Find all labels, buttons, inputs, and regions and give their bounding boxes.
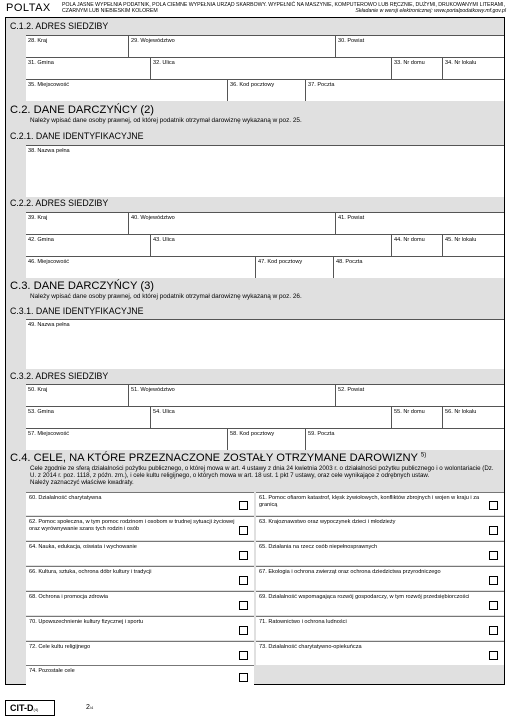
checkbox-67[interactable] [489,576,498,585]
field-56[interactable]: 56. Nr lokalu [442,407,504,428]
section-c31-title: C.3.1. DANE IDENTYFIKACYJNE [10,306,144,316]
section-c4-title [10,452,500,464]
purpose-70-label: 70. Upowszechnienie kultury fizycznej i sportu [29,619,144,625]
field-45[interactable]: 45. Nr lokalu [442,235,504,256]
c32-row2 [26,406,504,428]
checkbox-60[interactable] [239,501,248,510]
section-c4-note-text: Cele zgodnie ze sferą działalności pożytku publicznego, o której mowa w art. 4 ustawy z dnia 24 kwietnia 2003 r. o działalności pożytku publicznego i o wolontariacie (Dz. U. z 2014 r. poz. 1118, z późn. zm.), i cele kultu religijnego, o których mowa w art. 18 ust. 1 pkt 7 ustawy, oraz cele wynikające z odrębnych ustaw. [30,465,494,479]
c12-row2 [26,57,504,79]
purpose-72-label: 72. Cele kultu religijnego [29,644,91,650]
purpose-71-label: 71. Ratownictwo i ochrona ludności [259,619,347,625]
section-c22-title: C.2.2. ADRES SIEDZIBY [10,198,109,208]
field-59[interactable]: 59. Poczta [305,429,504,450]
purpose-61[interactable] [256,492,504,515]
field-55[interactable]: 55. Nr domu [391,407,442,428]
purpose-63[interactable] [256,516,504,540]
field-53[interactable]: 53. Gmina [28,409,54,415]
section-c2-note: Należy wpisać dane osoby prawnej, od której podatnik otrzymał darowiznę wykazaną w poz. 25. [30,117,302,124]
field-41[interactable]: 41. Powiat [335,213,504,234]
checkbox-61[interactable] [489,501,498,510]
field-38[interactable]: 38. Nazwa pełna [28,148,70,154]
purpose-69[interactable] [256,591,504,615]
form-sheet [5,17,505,685]
checkbox-66[interactable] [239,576,248,585]
field-33[interactable]: 33. Nr domu [391,58,442,79]
c22-row1 [26,212,504,234]
field-34[interactable]: 34. Nr lokalu [442,58,504,79]
purpose-62[interactable] [26,516,254,540]
purpose-69-label: 69. Działalność wspomagająca rozwój gospodarczy, w tym rozwój przedsiębiorczości [259,594,470,600]
page-number [86,704,93,711]
fill-instructions [62,2,506,15]
section-c4-title-text: C.4. CELE, NA KTÓRE PRZEZNACZONE ZOSTAŁY OTRZYMANE DAROWIZNY [10,452,418,464]
field-44[interactable]: 44. Nr domu [391,235,442,256]
field-29[interactable]: 29. Województwo [128,36,335,57]
checkbox-72[interactable] [239,651,248,660]
field-31[interactable]: 31. Gmina [28,60,54,66]
c21-row [26,145,504,197]
field-52[interactable]: 52. Powiat [335,385,504,406]
field-54[interactable]: 54. Ulica [150,407,391,428]
purpose-61-label: 61. Pomoc ofiarom katastrof, klęsk żywiołowych, konfliktów zbrojnych i wojen w kraju i za granicą [259,495,480,508]
field-50[interactable]: 50. Kraj [28,387,48,393]
c22-row2 [26,234,504,256]
purpose-67[interactable] [256,566,504,590]
instruction-text: POLA JASNE WYPEŁNIA PODATNIK, POLA CIEMNE WYPEŁNIA URZĄD SKARBOWY. WYPEŁNIĆ NA MASZYNIE, KOMPUTEROWO LUB RĘCZNIE, DUŻYMI, DRUKOWANYMI LITERAMI, CZARNYM LUB NIEBIESKIM KOLOREM [62,2,505,15]
c12-row1 [26,35,504,57]
c31-row [26,319,504,369]
purpose-74[interactable] [26,665,254,685]
checkbox-69[interactable] [489,601,498,610]
checkbox-62[interactable] [239,526,248,535]
purpose-62-label: 62. Pomoc społeczna, w tym pomoc rodzinom i osobom w trudnej sytuacji życiowej oraz wyrównywanie szans tych rodzin i osób [29,519,235,532]
field-39[interactable]: 39. Kraj [28,215,48,221]
field-47[interactable]: 47. Kod pocztowy [255,257,333,278]
field-37[interactable]: 37. Poczta [305,80,504,101]
purpose-72[interactable] [26,641,254,665]
purpose-68-label: 68. Ochrona i promocja zdrowia [29,594,108,600]
page-total: /4 [89,705,94,710]
purpose-74-label: 74. Pozostałe cele [29,668,75,674]
section-c21-title: C.2.1. DANE IDENTYFIKACYJNE [10,131,144,141]
checkbox-63[interactable] [489,526,498,535]
checkbox-64[interactable] [239,551,248,560]
purpose-65-label: 65. Działania na rzecz osób niepełnosprawnych [259,544,378,550]
section-c4-footnote: 5) [420,452,427,459]
purpose-73-label: 73. Działalność charytatywno-opiekuńcza [259,644,362,650]
c32-row1 [26,384,504,406]
section-c3-title: C.3. DANE DARCZYŃCY (3) [10,280,155,292]
purpose-68[interactable] [26,591,254,615]
purpose-65[interactable] [256,541,504,565]
field-36[interactable]: 36. Kod pocztowy [227,80,305,101]
form-system-label: POLTAX [6,2,51,14]
purpose-66[interactable] [26,566,254,590]
section-c4-note [30,465,500,486]
purpose-71[interactable] [256,616,504,640]
field-35[interactable]: 35. Miejscowość [28,82,70,88]
checkbox-68[interactable] [239,601,248,610]
purpose-66-label: 66. Kultura, sztuka, ochrona dóbr kultury i tradycji [29,569,152,575]
purpose-60-label: 60. Działalność charytatywna [29,495,102,501]
c12-row3 [26,79,504,101]
checkbox-73[interactable] [489,651,498,660]
field-30[interactable]: 30. Powiat [335,36,504,57]
purpose-70[interactable] [26,616,254,640]
section-c32-title: C.3.2. ADRES SIEDZIBY [10,371,109,381]
purpose-64-label: 64. Nauka, edukacja, oświata i wychowanie [29,544,137,550]
purpose-73[interactable] [256,641,504,665]
checkbox-74[interactable] [239,673,248,682]
purpose-67-label: 67. Ekologia i ochrona zwierząt oraz ochrona dziedzictwa przyrodniczego [259,569,441,575]
field-49[interactable]: 49. Nazwa pełna [28,322,70,328]
field-48[interactable]: 48. Poczta [333,257,504,278]
purposes-grid [26,492,504,670]
field-51[interactable]: 51. Województwo [128,385,335,406]
form-code: CIT-D [10,703,34,713]
field-28[interactable]: 28. Kraj [28,38,48,44]
purpose-64[interactable] [26,541,254,565]
section-c4-note-check: Należy zaznaczyć właściwe kwadraty. [30,479,134,486]
section-c3-note: Należy wpisać dane osoby prawnej, od której podatnik otrzymał darowiznę wykazaną w poz. 26. [30,293,302,300]
c32-row3 [26,428,504,450]
purpose-60[interactable] [26,492,254,515]
form-version: (4) [33,707,39,712]
field-42[interactable]: 42. Gmina [28,237,54,243]
checkbox-65[interactable] [489,551,498,560]
field-46[interactable]: 46. Miejscowość [28,259,70,265]
section-c2-title: C.2. DANE DARCZYŃCY (2) [10,104,155,116]
purpose-63-label: 63. Krajoznawstwo oraz wypoczynek dzieci i młodzieży [259,519,396,525]
field-40[interactable]: 40. Województwo [128,213,335,234]
field-43[interactable]: 43. Ulica [150,235,391,256]
field-32[interactable]: 32. Ulica [150,58,391,79]
checkbox-70[interactable] [239,626,248,635]
checkbox-71[interactable] [489,626,498,635]
c22-row3 [26,256,504,278]
electronic-submission-note: Składanie w wersji elektronicznej: www.portalpodatkowy.mf.gov.pl [355,8,506,15]
form-code-box [5,700,55,716]
section-c12-title: C.1.2. ADRES SIEDZIBY [10,21,109,31]
field-57[interactable]: 57. Miejscowość [28,431,70,437]
page-current: 2 [86,704,90,711]
field-58[interactable]: 58. Kod pocztowy [227,429,305,450]
